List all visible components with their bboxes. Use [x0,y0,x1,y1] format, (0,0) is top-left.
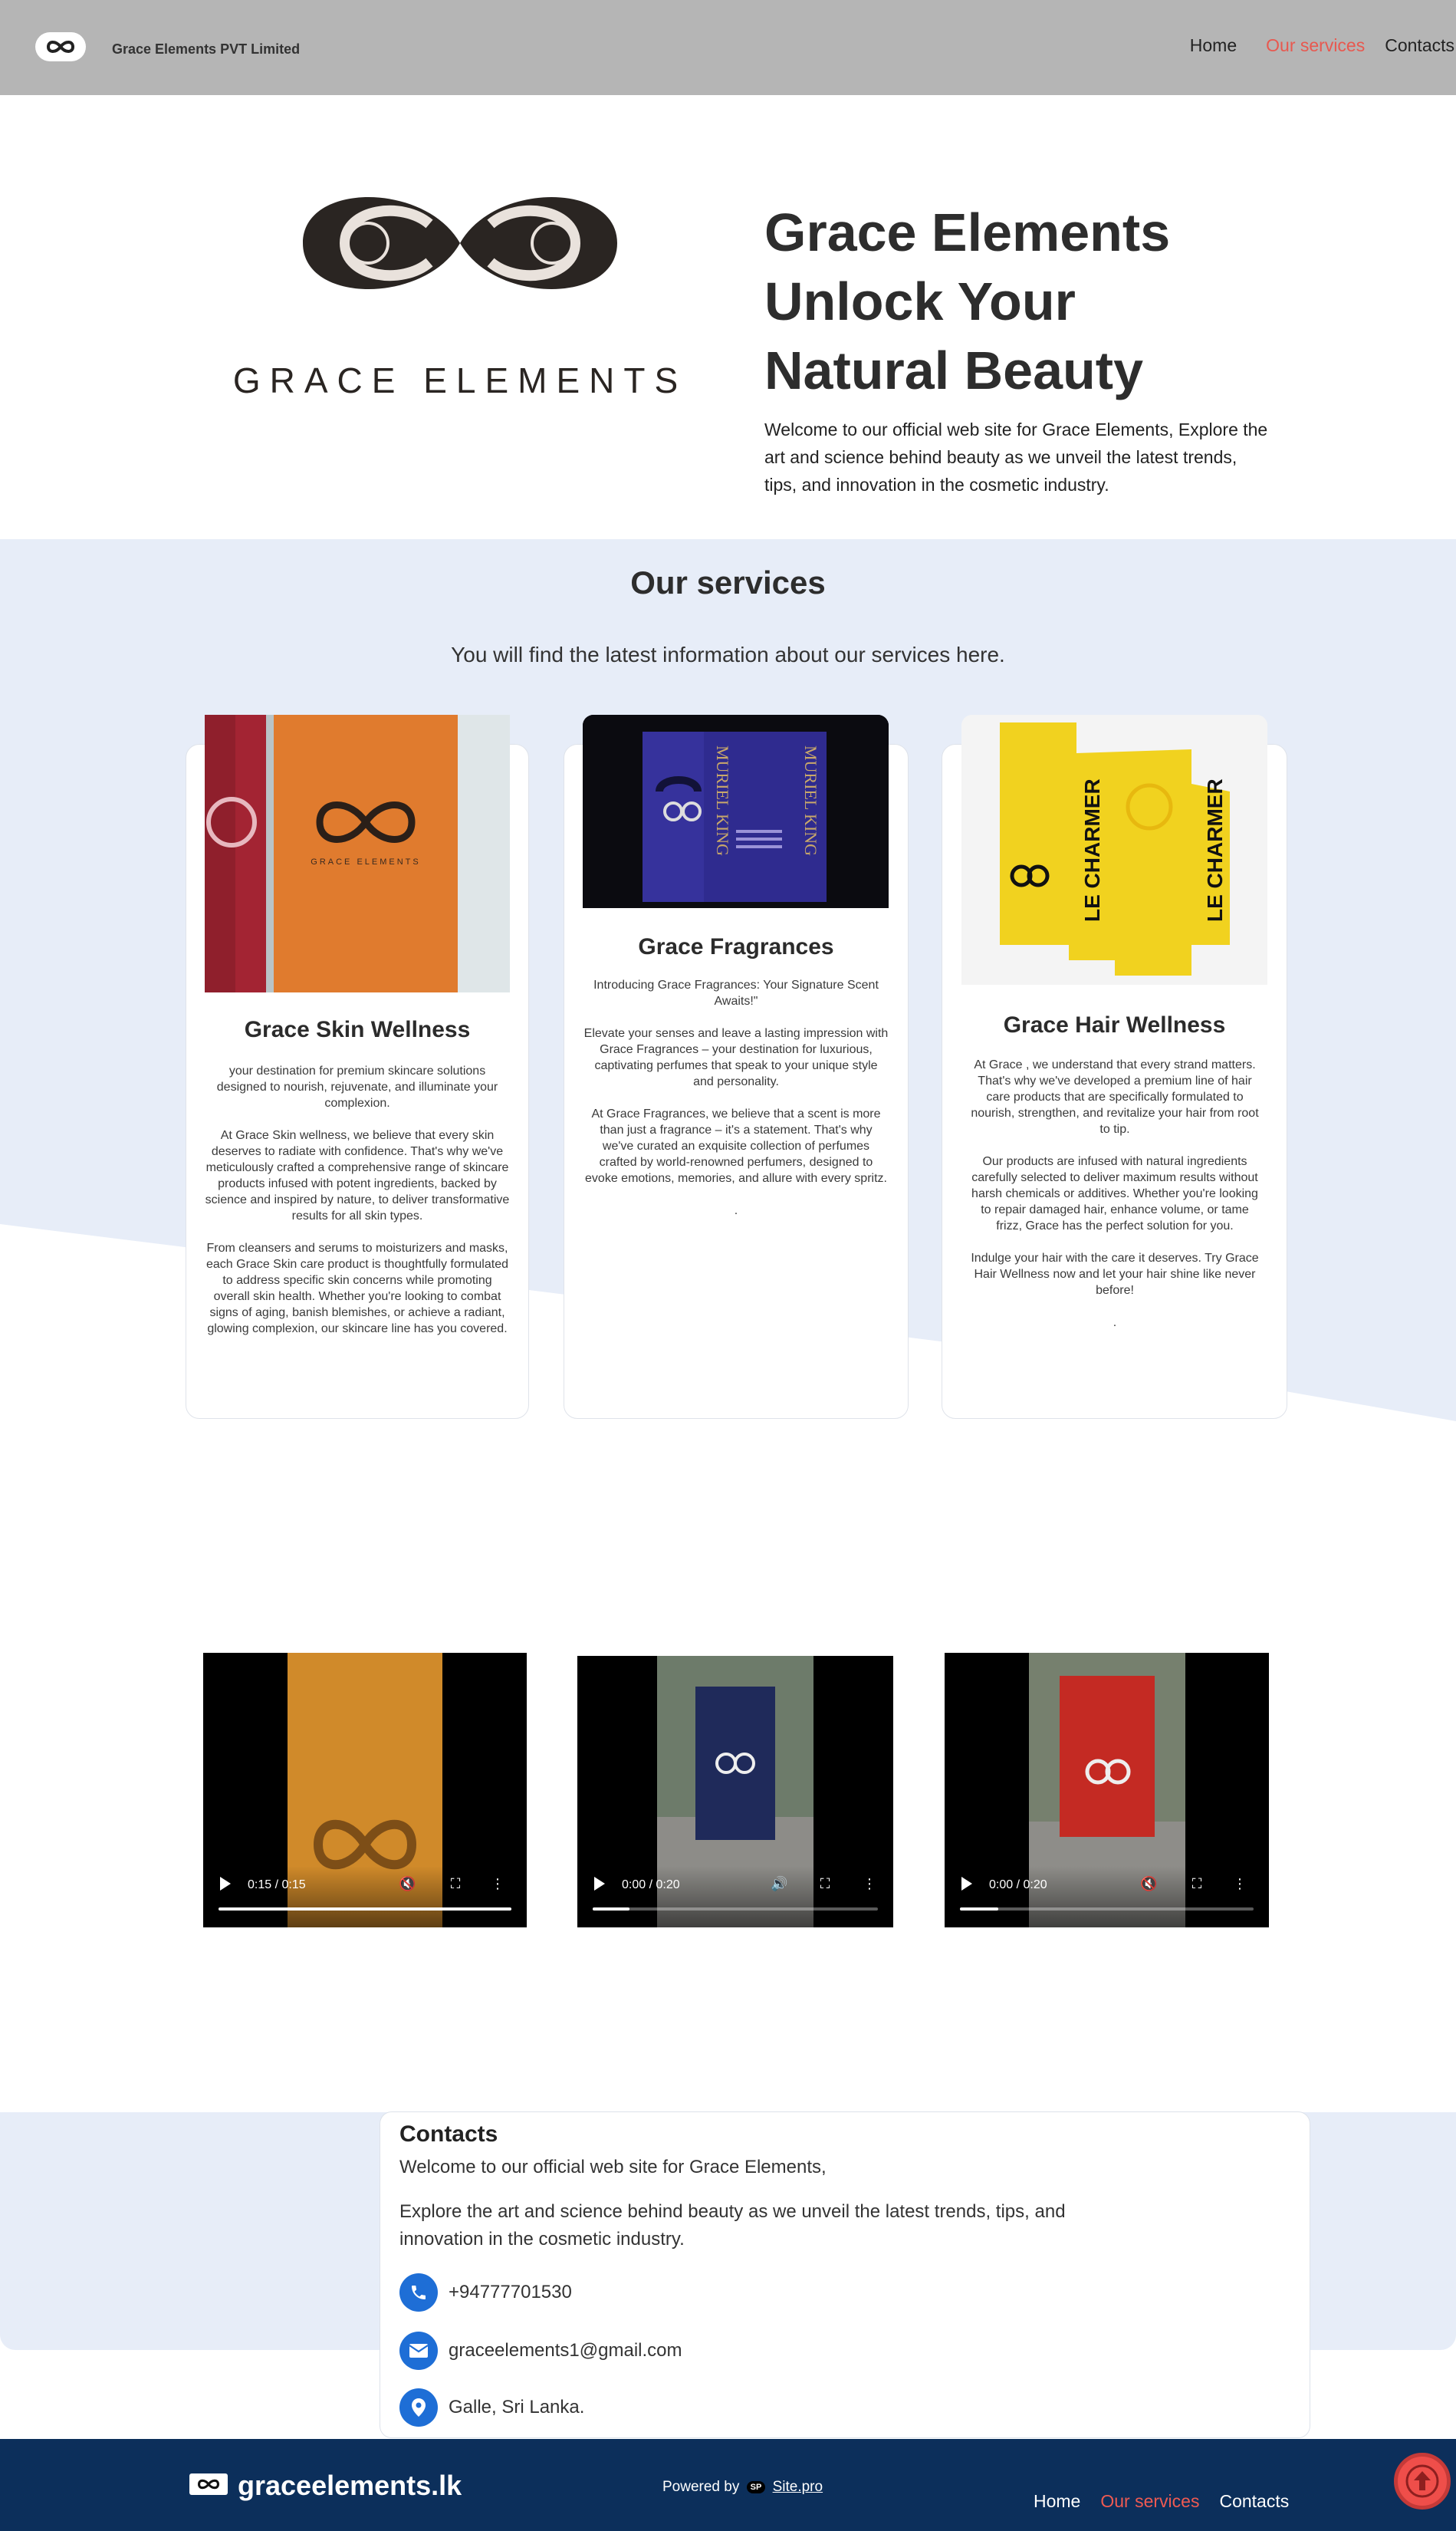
more-options-icon[interactable]: ⋮ [863,1876,876,1891]
site-footer [0,2439,1456,2531]
card-paragraph: . [1113,1316,1117,1329]
skin-product-image [205,715,510,992]
hero-title-line: Unlock Your [764,272,1076,331]
hero-title-line: Grace Elements [764,202,1171,262]
video-controls [577,1866,893,1927]
contact-location-row[interactable] [399,2388,584,2427]
video-player-1[interactable] [203,1653,527,1927]
svg-text:GRACE ELEMENTS: GRACE ELEMENTS [311,857,421,867]
video-time: 0:00 / 0:20 [622,1878,680,1891]
video-progress-fill [219,1907,511,1911]
logo-wordmark: GRACE ELEMENTS [232,360,688,400]
hair-product-image [961,715,1267,985]
card-paragraph: From cleansers and serums to moisturizers and masks, each Grace Skin care product is thoughtfully formulated to address specific skin concerns while promoting overall skin health. Whether you're looking to combat signs of aging, banish blemishes, or achieve a radiant, glowing complexion, our skincare line has you covered. [206,1242,508,1335]
contact-location: Galle, Sri Lanka. [449,2397,585,2417]
volume-muted-icon[interactable]: 🔇 [399,1876,416,1891]
video-progress-bar[interactable] [960,1907,1254,1911]
nav-our-services[interactable]: Our services [1266,35,1366,55]
video-time: 0:00 / 0:20 [989,1878,1047,1891]
video-controls [203,1866,527,1927]
play-icon[interactable] [961,1877,972,1891]
card-paragraph: Elevate your senses and leave a lasting impression with Grace Fragrances – your destination for luxurious, captivating perfumes that speak to your unique style and personality. [583,1027,889,1088]
main-nav [1190,35,1454,56]
grace-elements-logo-icon [216,170,704,408]
contacts-card [380,2111,1310,2438]
card-title: Grace Fragrances [638,934,834,959]
scroll-to-top-button[interactable] [1394,2453,1451,2510]
infinity-logo-icon [45,40,76,54]
fragrance-product-image [583,715,889,908]
footer-nav-contacts[interactable]: Contacts [1219,2491,1290,2511]
video-progress-fill [593,1907,629,1911]
phone-icon [399,2273,438,2312]
video-time: 0:15 / 0:15 [248,1878,306,1891]
contact-phone[interactable]: +94777701530 [449,2282,572,2302]
card-paragraph: Introducing Grace Fragrances: Your Signature Scent Awaits!" [593,979,879,1008]
video-controls [945,1866,1269,1927]
fullscreen-icon[interactable]: ⛶ [820,1876,830,1891]
play-icon[interactable] [594,1877,605,1891]
envelope-icon [399,2332,438,2370]
more-options-icon[interactable]: ⋮ [1233,1876,1247,1891]
brand-name[interactable]: Grace Elements PVT Limited [112,41,301,57]
card-text [583,977,889,1235]
hero-title-line: Natural Beauty [764,341,1144,400]
video-progress-bar[interactable] [219,1907,511,1911]
video-progress-bar[interactable] [593,1907,878,1911]
card-paragraph: Indulge your hair with the care it deserves. Try Grace Hair Wellness now and let your hair shine like never before! [971,1252,1259,1297]
footer-nav [1034,2491,1289,2512]
card-title: Grace Skin Wellness [244,1017,471,1042]
sitepro-logo-icon: SP [747,2481,766,2493]
sitepro-link[interactable]: Site.pro [772,2479,823,2495]
card-paragraph: At Grace Skin wellness, we believe that every skin deserves to radiate with confidence. That's why we've meticulously crafted a comprehensive range of skincare products infused with potent ingredients, backed by science and inspired by nature, to deliver transformative results for all skin types. [205,1129,510,1223]
fullscreen-icon[interactable]: ⛶ [450,1876,461,1891]
card-paragraph: At Grace , we understand that every strand matters. That's why we've developed a premium line of hair care products that are specifically formulated to nourish, strengthen, and revitalize your hair from root to tip. [971,1058,1259,1136]
card-paragraph: Our products are infused with natural ingredients carefully selected to deliver maximum results without harsh chemicals or additives. Whether you're looking to repair damaged hair, enhance volume, or tame frizz, Grace has the perfect solution for you. [971,1155,1258,1233]
top-header [0,0,1456,95]
video-player-2[interactable] [577,1656,893,1927]
card-paragraph: your destination for premium skincare solutions designed to nourish, rejuvenate, and illuminate your complexion. [216,1065,498,1110]
hair-box-text: LE CHARMER [1203,778,1227,922]
map-pin-icon [399,2388,438,2427]
contacts-title: Contacts [399,2121,498,2147]
infinity-logo-icon [196,2479,222,2490]
card-text [205,1063,510,1353]
video-progress-fill [960,1907,998,1911]
card-text [968,1057,1262,1347]
nav-home[interactable]: Home [1189,35,1237,55]
hero-description: Welcome to our official web site for Grace Elements, Explore the art and science behind beauty as we unveil the latest trends, tips, and innovation in the cosmetic industry. [764,420,1268,495]
card-paragraph: At Grace Fragrances, we believe that a scent is more than just a fragrance – it's a statement. That's why we've curated an exquisite collection of perfumes crafted by world-renowned perfumers, designed to evoke emotions, memories, and allure with every spritz. [585,1108,887,1185]
fragrance-box-text: MURIEL KING [801,745,820,856]
contacts-description: Explore the art and science behind beauty as we unveil the latest trends, tips, and innovation in the cosmetic industry. [399,2201,1066,2250]
powered-by-label: Powered by [662,2479,740,2495]
contact-email[interactable]: graceelements1@gmail.com [449,2340,682,2361]
services-title: Our services [630,564,826,601]
arrow-up-icon [1405,2464,1440,2499]
play-icon[interactable] [220,1877,231,1891]
card-title: Grace Hair Wellness [1003,1012,1226,1038]
fullscreen-icon[interactable]: ⛶ [1191,1876,1202,1891]
hero-logo [216,170,704,408]
hero-title [764,198,1301,405]
footer-logo[interactable] [189,2473,228,2495]
nav-contacts[interactable]: Contacts [1385,35,1454,55]
contact-email-row[interactable] [399,2332,682,2370]
more-options-icon[interactable]: ⋮ [491,1876,505,1891]
contacts-intro: Welcome to our official web site for Grace Elements, [399,2157,827,2177]
fragrance-box-text: MURIEL KING [713,745,732,856]
volume-icon[interactable]: 🔊 [771,1876,788,1891]
video-player-3[interactable] [945,1653,1269,1927]
footer-nav-our-services[interactable]: Our services [1100,2491,1200,2511]
powered-by [662,2479,823,2496]
contact-phone-row[interactable] [399,2273,572,2312]
footer-site-name[interactable]: graceelements.lk [238,2470,462,2501]
footer-nav-home[interactable]: Home [1034,2491,1081,2511]
services-subtitle: You will find the latest information about our services here. [451,643,1005,666]
volume-muted-icon[interactable]: 🔇 [1140,1876,1158,1891]
card-paragraph: . [734,1204,738,1217]
hair-box-text: LE CHARMER [1080,778,1104,922]
brand-logo[interactable] [35,32,86,61]
